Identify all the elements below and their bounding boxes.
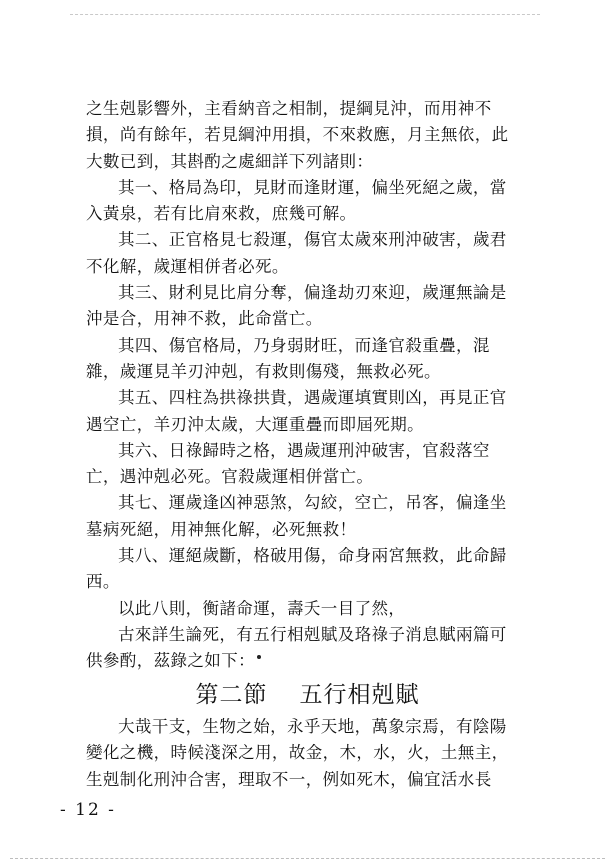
- section-heading: [0, 676, 615, 709]
- rule-7-line: 其七、運歲逢凶神惡煞，勾絞，空亡，吊客，偏逢坐: [118, 493, 507, 513]
- text-line: 大數已到，其斟酌之處細詳下列諸則：: [86, 151, 374, 171]
- rule-4-line: 其四、傷官格局，乃身弱財旺，而逢官殺重疊，混: [118, 335, 490, 355]
- text-line: 不化解，歲運相併者必死。: [86, 256, 289, 276]
- text-line: 損，尚有餘年，若見綱沖用損，不來救應，月主無依，此: [86, 125, 509, 145]
- text-line: 生剋制化刑沖合害，理取不一，例如死木，偏宜活水長: [86, 769, 492, 789]
- rule-1-line: 其一、格局為印，見財而逢財運，偏坐死絕之歲，當: [118, 177, 507, 197]
- text-line: 大哉干支，生物之始，永乎天地，萬象宗焉，有陰陽: [118, 717, 507, 736]
- section-text-block: [86, 714, 526, 793]
- text-line: 墓病死絕，用神無化解，必死無救！: [86, 519, 357, 539]
- summary-line: 以此八則，衡諸命運，壽夭一目了然，: [118, 598, 406, 618]
- top-scan-edge: [70, 14, 540, 15]
- text-line: 遇空亡，羊刃沖太歲，大運重疊而即屆死期。: [86, 414, 424, 434]
- text-line: 雜，歲運見羊刃沖剋，有救則傷殘，無救必死。: [86, 361, 441, 381]
- text-line: 古來詳生論死，有五行相剋賦及珞祿子消息賦兩篇可: [118, 624, 507, 644]
- main-text-block: [86, 96, 526, 675]
- rule-5-line: 其五、四柱為拱祿拱貴，遇歲運填實則凶，再見正官: [118, 388, 507, 408]
- text-line: 亡，遇沖剋必死。官殺歲運相併當亡。: [86, 467, 374, 487]
- text-line: 入黃泉，若有比肩來救，庶幾可解。: [86, 204, 357, 224]
- bottom-scan-edge: [10, 858, 605, 859]
- section-number: 第二節: [195, 682, 268, 708]
- rule-2-line: 其二、正官格見七殺運，傷官太歲來刑沖破害，歲君: [118, 230, 507, 250]
- rule-6-line: 其六、日祿歸時之格，遇歲運刑沖破害，官殺落空: [118, 440, 490, 460]
- text-line: 供參酌，茲錄之如下：: [86, 651, 255, 671]
- text-line: 之生剋影響外，主看納音之相制，提綱見沖，而用神不: [86, 99, 492, 118]
- text-line: 變化之機，時候淺深之用，故金，木，水，火，土無主，: [86, 743, 509, 763]
- section-title-text: 五行相剋賦: [299, 682, 420, 708]
- page-number: - 12 -: [60, 800, 116, 820]
- text-line: 沖是合，用神不救，此命當亡。: [86, 309, 323, 329]
- text-line: 西。: [86, 572, 120, 592]
- ink-dot: [257, 655, 261, 659]
- rule-3-line: 其三、財利見比肩分奪，偏逢劫刃來迎，歲運無論是: [118, 283, 507, 303]
- rule-8-line: 其八、運絕歲斷，格破用傷，命身兩宮無救，此命歸: [118, 546, 507, 566]
